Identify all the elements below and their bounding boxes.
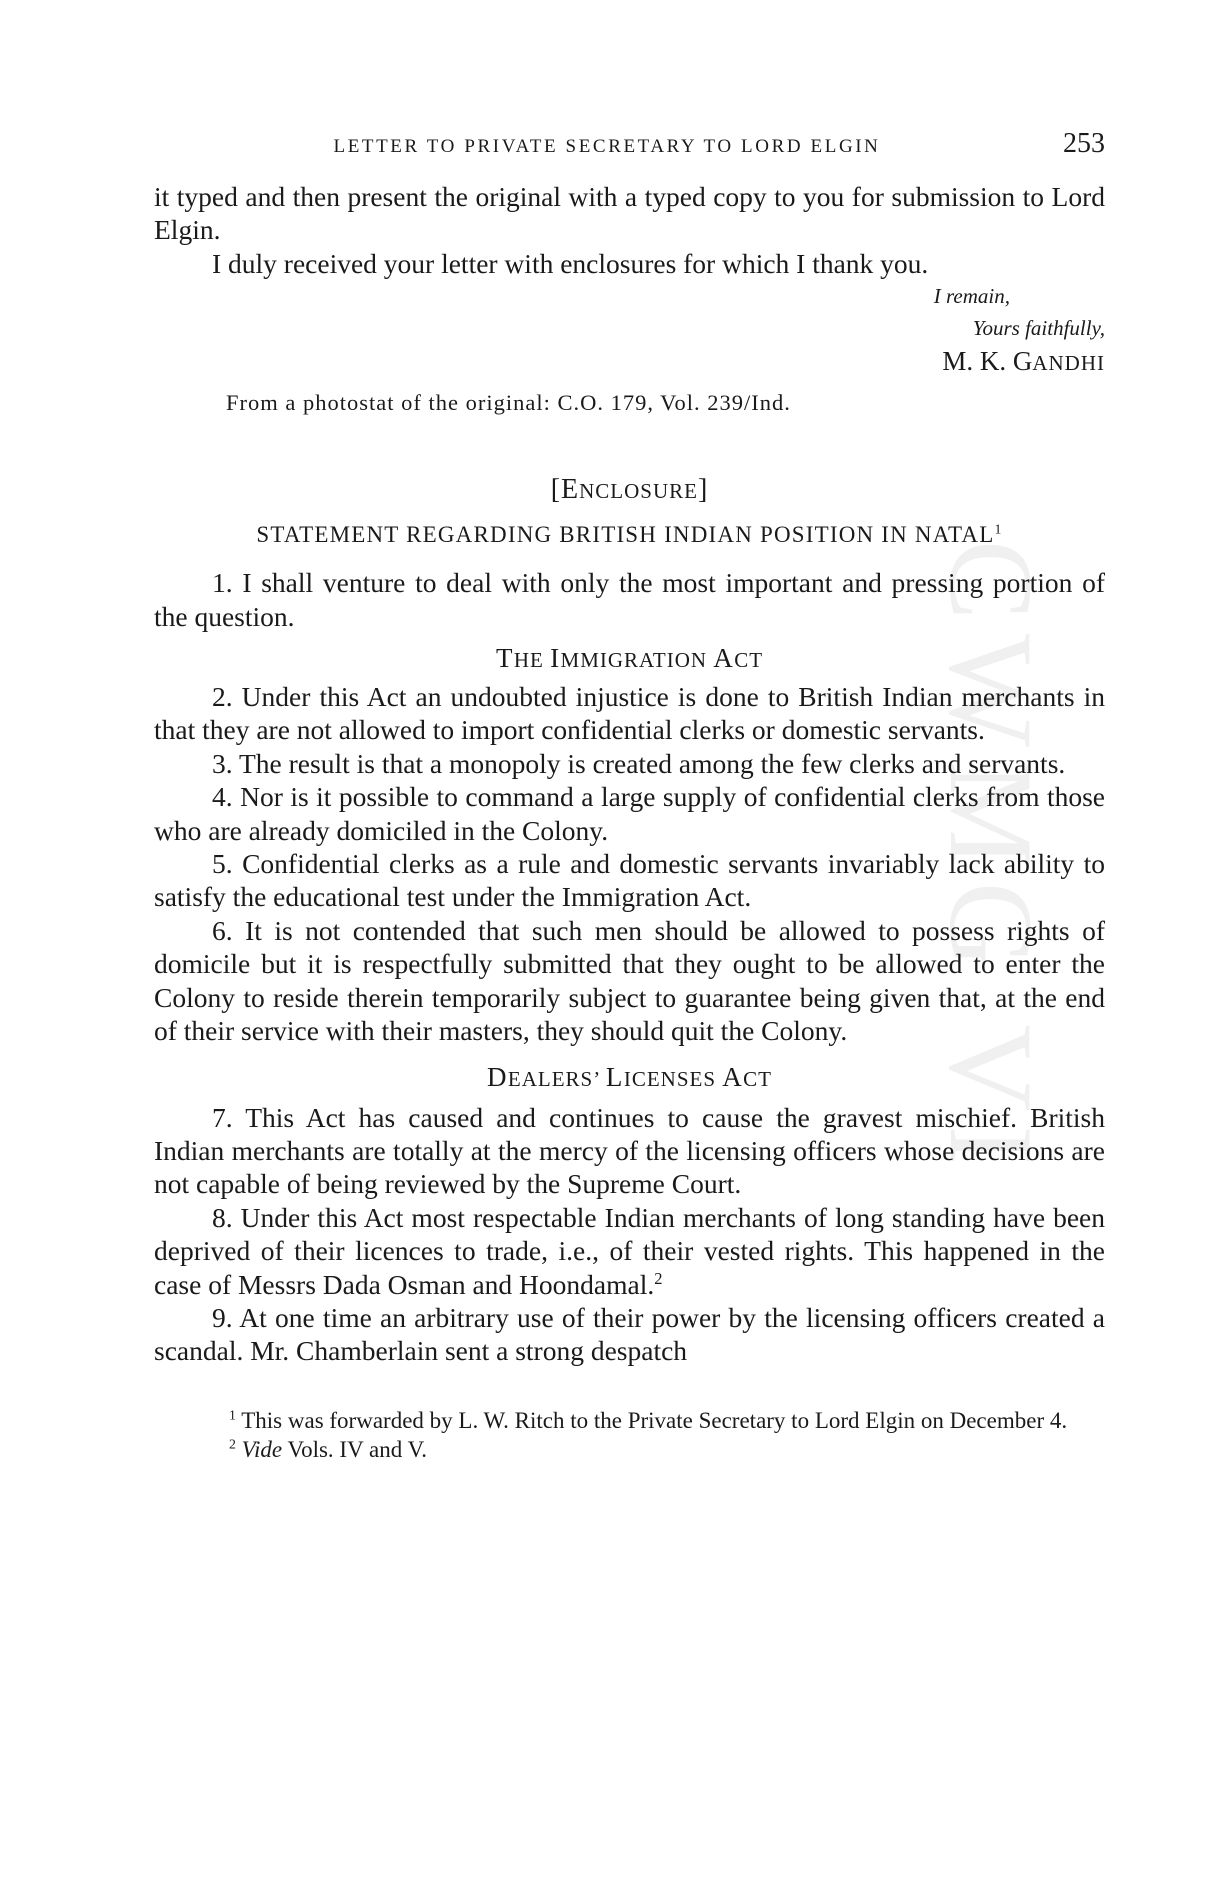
footnote-text: Vols. IV and V. bbox=[282, 1437, 427, 1463]
heading-cap: I bbox=[550, 643, 561, 674]
statement-paragraph: 2. Under this Act an undoubted injustice is done to British Indian merchants in that they are not allowed to import confidential clerks or domestic servants. bbox=[154, 681, 1105, 746]
page-content bbox=[154, 128, 1105, 1465]
heading-cap: A bbox=[713, 643, 735, 674]
footnote-separator-space bbox=[154, 1368, 1105, 1406]
enclosure-heading bbox=[154, 474, 1105, 506]
footnote-marker: 1 bbox=[994, 521, 1003, 537]
statement-paragraph: 7. This Act has caused and continues to cause the gravest mischief. British Indian merchants are totally at the mercy of the licensing officers whose decisions are not capable of being reviewed by the Supreme Court. bbox=[154, 1101, 1105, 1200]
heading-small: HE bbox=[513, 648, 551, 673]
heading-cap: D bbox=[486, 1061, 508, 1092]
signature-initials: M. K. G bbox=[942, 346, 1033, 377]
footnote-number: 1 bbox=[229, 1407, 236, 1423]
enclosure-rest: NCLOSURE bbox=[579, 479, 698, 504]
footnote-vide: Vide bbox=[241, 1437, 283, 1463]
letter-paragraph: it typed and then present the original with a typed copy to you for submission to Lord Elgin. bbox=[154, 181, 1105, 246]
statement-paragraph: 3. The result is that a monopoly is created among the few clerks and servants. bbox=[212, 747, 1066, 779]
watermark: CWMG VI bbox=[925, 540, 1058, 1180]
closing-yours: Yours faithfully, bbox=[972, 316, 1105, 341]
statement-paragraph: 9. At one time an arbitrary use of their power by the licensing officers created a scandal. Mr. Chamberlain sent a strong despatch bbox=[154, 1301, 1105, 1367]
section-heading-dealers-licenses-act bbox=[154, 1062, 1105, 1093]
section-heading-immigration-act bbox=[154, 643, 1105, 674]
footnote-2 bbox=[154, 1435, 1105, 1465]
footnote-text: This was forwarded by L. W. Ritch to the Private Secretary to Lord Elgin on December 4. bbox=[235, 1407, 1068, 1433]
statement-title-text: STATEMENT REGARDING BRITISH INDIAN POSITION IN NATAL bbox=[256, 522, 995, 548]
letter-paragraph: I duly received your letter with enclosures for which I thank you. bbox=[212, 247, 929, 279]
statement-paragraph: 4. Nor is it possible to command a large supply of confidential clerks from those who are already domiciled in the Colony. bbox=[154, 781, 1105, 846]
statement-paragraph: 5. Confidential clerks as a rule and domestic servants invariably lack ability to satisfy the educational test under the Immigration Act. bbox=[154, 848, 1105, 913]
heading-small: ICENSES bbox=[623, 1066, 723, 1091]
heading-small: MMIGRATION bbox=[560, 648, 714, 673]
footnote-marker: 2 bbox=[654, 1268, 663, 1288]
heading-small: CT bbox=[743, 1066, 773, 1091]
enclosure-close: ] bbox=[697, 474, 709, 506]
statement-paragraph: 1. I shall venture to deal with only the most important and pressing portion of the question. bbox=[154, 567, 1105, 632]
footnote-1 bbox=[154, 1406, 1105, 1436]
heading-cap: L bbox=[605, 1061, 624, 1092]
heading-small: CT bbox=[734, 648, 764, 673]
enclosure-open: [E bbox=[550, 474, 580, 506]
signature-rest: ANDHI bbox=[1032, 351, 1105, 376]
running-head bbox=[154, 128, 1105, 168]
statement-paragraph-text: 8. Under this Act most respectable Indian merchants of long standing have been deprived of their licences to trade, i.e., of their vested rights. This happened in the case of Messrs Dada Osman and Hoondamal. bbox=[154, 1201, 1105, 1300]
heading-cap: A bbox=[722, 1061, 744, 1092]
statement-paragraph: 6. It is not contended that such men should be allowed to possess rights of domicile but it is respectfully submitted that they ought to be allowed to enter the Colony to reside therein temporarily subject to guarantee being given that, at the end of their service with their masters, they should quit the Colony. bbox=[154, 914, 1105, 1047]
signature bbox=[154, 344, 1105, 380]
footnote-number: 2 bbox=[229, 1436, 236, 1452]
closing-remain: I remain, bbox=[933, 284, 1010, 309]
heading-small: EALERS’ bbox=[507, 1066, 606, 1091]
heading-cap: T bbox=[495, 643, 514, 674]
page-number: 253 bbox=[1063, 128, 1105, 159]
running-title: LETTER TO PRIVATE SECRETARY TO LORD ELGIN bbox=[333, 136, 881, 157]
statement-title bbox=[154, 522, 1105, 548]
source-note: From a photostat of the original: C.O. 179, Vol. 239/Ind. bbox=[226, 390, 791, 416]
statement-paragraph bbox=[154, 1201, 1105, 1301]
